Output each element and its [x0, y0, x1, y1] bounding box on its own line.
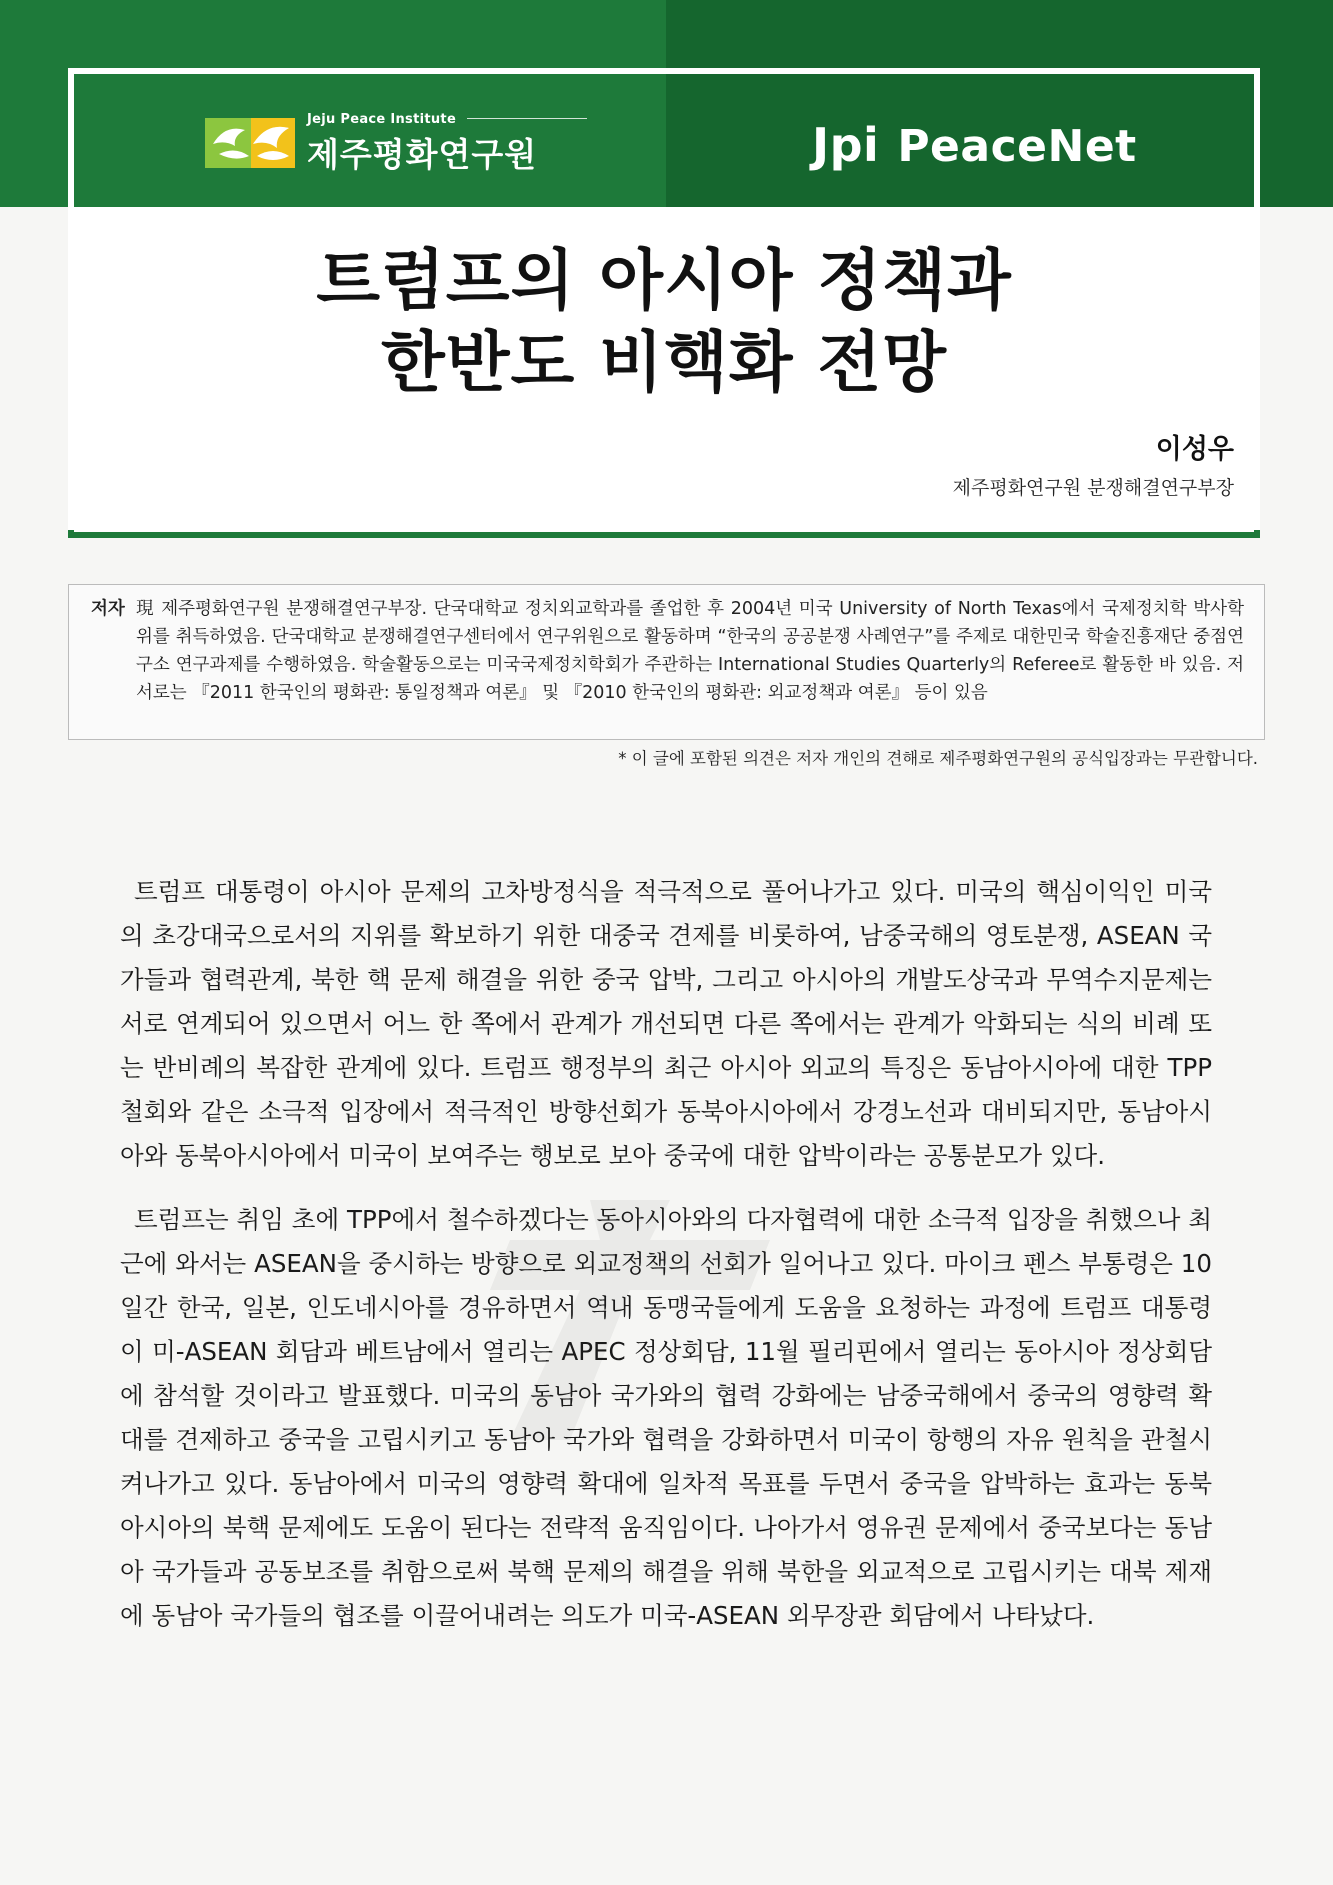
institute-name-ko: 제주평화연구원 — [307, 135, 538, 174]
disclaimer: * 이 글에 포함된 의견은 저자 개인의 견해로 제주평화연구원의 공식입장과는 무관합니다. — [618, 749, 1258, 768]
jpi-wordmark: Jpi — [812, 118, 880, 172]
paragraph: 트럼프는 취임 초에 TPP에서 철수하겠다는 동아시아와의 다자협력에 대한 소극적 입장을 취했으나 최근에 와서는 ASEAN을 중시하는 방향으로 외교정책의 선회가 일어나고 있다. 마이크 펜스 부통령은 10일간 한국, 일본, 인도네시아를 경유하면서 역내 동맹국들에게 도움을 요청하는 과정에 트럼프 대통령이 미-ASEAN 회담과 베트남에서 열리는 APEC 정상회담, 11월 필리핀에서 열리는 동아시아 정상회담에 참석할 것이라고 발표했다. 미국의 동남아 국가와의 협력 강화에는 남중국해에서 중국의 영향력 확대를 견제하고 중국을 고립시키고 동남아 국가와 협력을 강화하면서 미국이 항행의 자유 원칙을 관철시켜나가고 있다. 동남아에서 미국의 영향력 확대에 일차적 목표를 두면서 중국을 압박하는 효과는 동북아시아의 북핵 문제에도 도움이 된다는 전략적 움직임이다. 나아가서 영유권 문제에서 중국보다는 동남아 국가들과 공동보조를 취함으로써 북핵 문제의 해결을 위해 북한을 외교적으로 고립시키는 대북 제재에 동남아 국가들의 협조를 이끌어내려는 의도가 미국-ASEAN 외무장관 회담에서 나타났다. — [120, 1205, 1212, 1630]
article-body — [120, 870, 1212, 1658]
document-title — [74, 240, 1254, 404]
dove-logo-icon — [205, 110, 297, 174]
author-affiliation: 제주평화연구원 분쟁해결연구부장 — [952, 477, 1234, 499]
author-bio-box — [68, 584, 1265, 740]
institute-logo-text — [307, 108, 587, 176]
bio-label: 저자 — [91, 599, 125, 619]
author-name: 이성우 — [1155, 434, 1234, 465]
paragraph: 트럼프 대통령이 아시아 문제의 고차방정식을 적극적으로 풀어나가고 있다. 미국의 핵심이익인 미국의 초강대국으로서의 지위를 확보하기 위한 대중국 견제를 비롯하여, 남중국해의 영토분쟁, ASEAN 국가들과 협력관계, 북한 핵 문제 해결을 위한 중국 압박, 그리고 아시아의 개발도상국과 무역수지문제는 서로 연계되어 있으면서 어느 한 쪽에서 관계가 개선되면 다른 쪽에서는 관계가 악화되는 식의 비례 또는 반비례의 복잡한 관계에 있다. 트럼프 행정부의 최근 아시아 외교의 특징은 동남아시아에 대한 TPP 철회와 같은 소극적 입장에서 적극적인 방향선회가 동북아시아에서 강경노선과 대비되지만, 동남아시아와 동북아시아에서 미국이 보여주는 행보로 보아 중국에 대한 압박이라는 공통분모가 있다. — [120, 877, 1212, 1170]
peacenet-wordmark: PeaceNet — [897, 121, 1137, 172]
institute-name-en: Jeju Peace Institute — [307, 112, 457, 127]
title-line-2: 한반도 비핵화 전망 — [380, 324, 947, 401]
logo-rule — [467, 118, 587, 119]
institute-logo — [205, 108, 587, 176]
title-line-1: 트럼프의 아시아 정책과 — [316, 242, 1012, 319]
peacenet-logo — [812, 118, 1137, 172]
bio-text: 現 제주평화연구원 분쟁해결연구부장. 단국대학교 정치외교학과를 졸업한 후 2004년 미국 University of North Texas에서 국제정치학 박사학위를 취득하였음. 단국대학교 분쟁해결연구센터에서 연구위원으로 활동하며 “한국의 공공분쟁 사례연구”를 주제로 대한민국 학술진흥재단 중점연구소 연구과제를 수행하였음. 학술활동으로는 미국국제정치학회가 주관하는 International Studies Quarterly의 Referee로 활동한 바 있음. 저서로는 『2011 한국인의 평화관: 통일정책과 여론』 및 『2010 한국인의 평화관: 외교정책과 여론』 등이 있음 — [136, 599, 1244, 703]
